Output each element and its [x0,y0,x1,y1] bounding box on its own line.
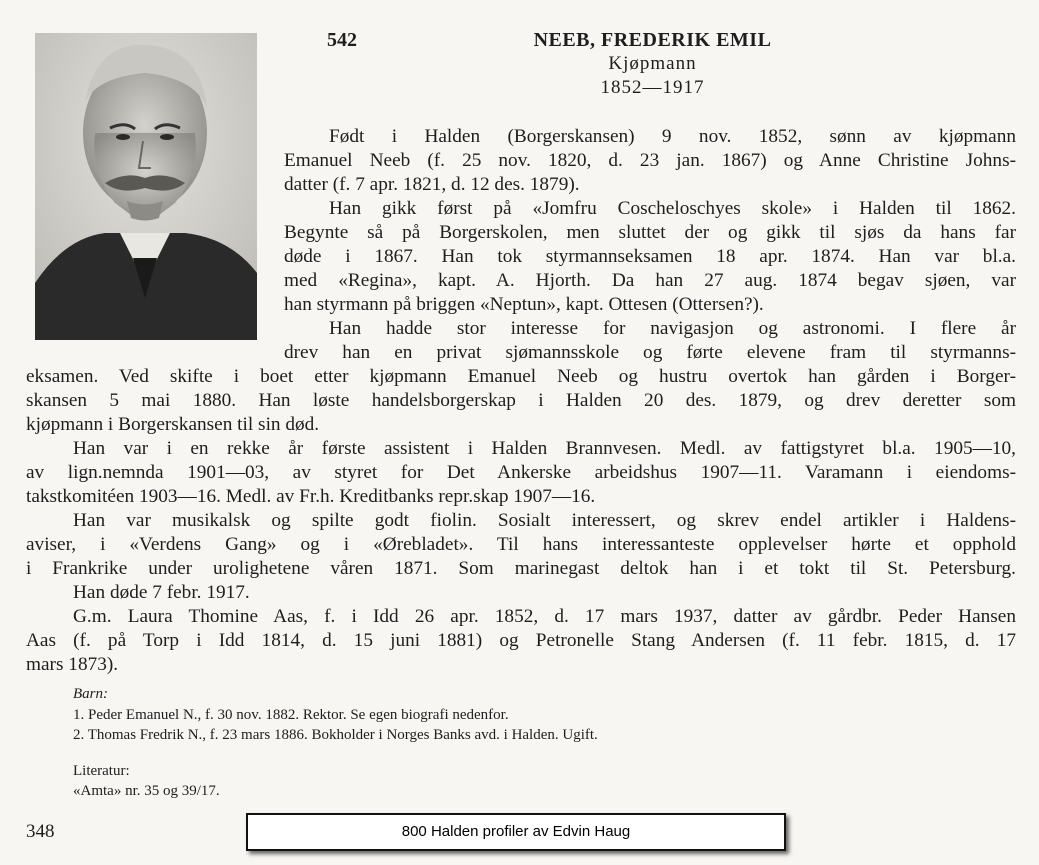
body-line: mars 1873). [26,654,119,675]
body-line: Aas (f. på Torp i Idd 1814, d. 15 juni 1881) og Petronelle Stang Andersen (f. 11 febr. 1815, d. 17 [26,630,1016,651]
body-line: med «Regina», kapt. A. Hjorth. Da han 27 aug. 1874 begav sjøen, var [284,270,1016,291]
body-line: Emanuel Neeb (f. 25 nov. 1820, d. 23 jan. 1867) og Anne Christine Johns- [284,150,1016,171]
child-item: 1. Peder Emanuel N., f. 30 nov. 1882. Rektor. Se egen biografi nedenfor. [73,707,509,723]
body-line: datter (f. 7 apr. 1821, d. 12 des. 1879). [284,174,580,195]
entry-number: 542 [327,29,357,51]
body-line: Han var musikalsk og spilte godt fiolin. Sosialt interessert, og skrev endel artikler i Haldens- [73,510,1016,531]
person-name-heading: NEEB, FREDERIK EMIL [533,29,772,51]
page-number: 348 [26,821,55,842]
body-line: drev han en privat sjømannsskole og førte elevene fram til styrmanns- [284,342,1016,363]
body-line: G.m. Laura Thomine Aas, f. i Idd 26 apr. 1852, d. 17 mars 1937, datter av gårdbr. Peder Hansen [73,606,1016,627]
body-line: kjøpmann i Borgerskansen til sin død. [26,414,320,435]
body-line: døde i 1867. Han tok styrmannseksamen 18 apr. 1874. Han var bl.a. [284,246,1016,267]
body-line: takstkomitéen 1903—16. Medl. av Fr.h. Kreditbanks repr.skap 1907—16. [26,486,596,507]
body-line: aviser, i «Verdens Gang» og i «Ørebladet». Til hans interessanteste opplevelser hørte et opphold [26,534,1016,555]
children-heading: Barn: [73,686,108,702]
body-line: eksamen. Ved skifte i boet etter kjøpmann Emanuel Neeb og hustru overtok han gården i Borger- [26,366,1016,387]
body-line: Han gikk først på «Jomfru Coscheloschyes skole» i Halden til 1862. [329,198,1016,219]
occupation: Kjøpmann [608,53,697,74]
literature-heading: Literatur: [73,763,130,779]
body-line: Han var i en rekke år første assistent i Halden Brannvesen. Medl. av fattigstyret bl.a. 1905—10, [73,438,1016,459]
portrait-photo [35,33,257,340]
body-line: Født i Halden (Borgerskansen) 9 nov. 1852, sønn av kjøpmann [329,126,1016,147]
life-years: 1852—1917 [600,77,705,98]
body-line: i Frankrike under urolighetene våren 1871. Som marinegast deltok han i et tokt til St. Petersburg. [26,558,1016,579]
literature-item: «Amta» nr. 35 og 39/17. [73,783,220,799]
body-line: Han døde 7 febr. 1917. [73,582,250,603]
body-line: Begynte så på Borgerskolen, men sluttet der og gikk til sjøs da hans far [284,222,1016,243]
caption-box: 800 Halden profiler av Edvin Haug [246,813,786,851]
child-item: 2. Thomas Fredrik N., f. 23 mars 1886. Bokholder i Norges Banks avd. i Halden. Ugift. [73,727,598,743]
body-line: av lign.nemnda 1901—03, av styret for Det Ankerske arbeidshus 1907—11. Varamann i eiendoms- [26,462,1016,483]
body-line: han styrmann på briggen «Neptun», kapt. Ottesen (Ottersen?). [284,294,764,315]
body-line: Han hadde stor interesse for navigasjon og astronomi. I flere år [329,318,1016,339]
body-line: skansen 5 mai 1880. Han løste handelsborgerskap i Halden 20 des. 1879, og drev deretter som [26,390,1016,411]
